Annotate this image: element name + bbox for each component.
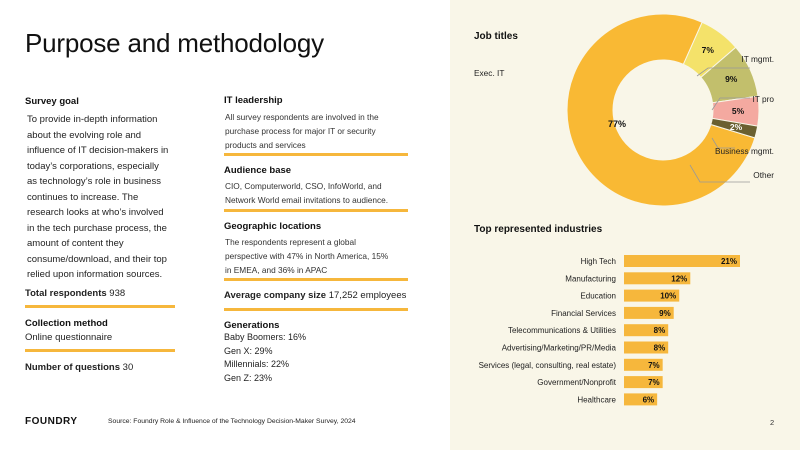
divider xyxy=(224,278,408,281)
divider xyxy=(224,308,408,311)
survey-goal-line: relied upon information sources. xyxy=(27,269,163,280)
survey-goal-line: as technology’s role in business xyxy=(27,176,161,187)
donut-category-label: Other xyxy=(753,170,774,180)
donut-category-label: IT pro xyxy=(752,94,774,104)
industry-category-label: Education xyxy=(580,291,616,301)
industry-value-label: 12% xyxy=(671,274,688,284)
survey-goal-text xyxy=(27,112,197,283)
survey-goal-line: influence of IT decision-makers in xyxy=(27,145,169,156)
audience-base-heading: Audience base xyxy=(224,165,292,176)
page-title: Purpose and methodology xyxy=(25,28,324,58)
survey-goal-heading: Survey goal xyxy=(25,96,79,107)
generations-line: Baby Boomers: 16% xyxy=(224,332,307,342)
industry-category-label: Government/Nonprofit xyxy=(537,378,616,388)
survey-goal-line: To provide in-depth information xyxy=(27,114,158,125)
source-note: Source: Foundry Role & Influence of the Technology Decision-Maker Survey, 2024 xyxy=(108,418,356,425)
number-of-questions xyxy=(25,360,133,376)
it-leadership-line: All survey respondents are involved in the xyxy=(225,112,379,122)
it-leadership-line: products and services xyxy=(225,140,306,150)
survey-goal-line: amount of content they xyxy=(27,238,124,249)
industry-category-label: Manufacturing xyxy=(565,274,616,284)
donut-category-label: IT mgmt. xyxy=(741,54,774,64)
it-leadership-heading: IT leadership xyxy=(224,95,283,106)
it-leadership-line: purchase process for major IT or security xyxy=(225,126,376,136)
industry-value-label: 8% xyxy=(653,326,666,336)
collection-method-heading: Collection method xyxy=(25,318,108,329)
survey-goal-line: in the tech purchase process, the xyxy=(27,222,167,234)
job-titles-chart-title: Job titles xyxy=(474,31,518,42)
average-company-size-label: Average company size xyxy=(224,290,327,301)
divider xyxy=(25,305,175,308)
collection-method-value: Online questionnaire xyxy=(25,332,113,343)
average-company-size xyxy=(224,288,406,304)
donut-category-label: Business mgmt. xyxy=(714,146,774,156)
survey-goal-line: research looks at who’s involved xyxy=(27,207,164,218)
industry-category-label: Healthcare xyxy=(577,395,616,405)
geographic-locations-text xyxy=(225,235,415,277)
donut-value-label: 5% xyxy=(731,105,745,116)
survey-goal-line: continues to increase. The xyxy=(27,191,139,203)
divider xyxy=(25,349,175,352)
audience-base-text xyxy=(225,179,415,207)
geographic-locations-heading: Geographic locations xyxy=(224,221,322,232)
page-number: 2 xyxy=(770,418,775,427)
industry-category-label: Advertising/Marketing/PR/Media xyxy=(501,343,616,353)
industry-value-label: 6% xyxy=(642,395,655,405)
total-respondents xyxy=(25,286,125,302)
industry-category-label: Telecommunications & Utilities xyxy=(507,326,616,336)
industry-value-label: 9% xyxy=(659,308,671,318)
donut-value-label: 2% xyxy=(729,122,743,133)
audience-base-line: Network World email invitations to audience. xyxy=(225,195,389,205)
divider xyxy=(224,209,408,212)
generations-line: Gen Z: 23% xyxy=(224,372,273,383)
survey-goal-line: consume/download, and their top xyxy=(27,253,167,265)
industry-value-label: 21% xyxy=(720,257,737,266)
industry-value-label: 8% xyxy=(653,343,666,353)
number-of-questions-label: Number of questions xyxy=(25,362,121,373)
geographic-locations-line: The respondents represent a global xyxy=(225,237,356,247)
donut-value-label: 77% xyxy=(607,119,627,129)
number-of-questions-value: 30 xyxy=(122,362,134,373)
industry-value-label: 10% xyxy=(660,291,677,301)
generations-line: Millennials: 22% xyxy=(224,359,290,369)
donut-category-label: Exec. IT xyxy=(474,68,505,78)
average-company-size-value: 17,252 employees xyxy=(328,290,407,301)
industry-category-label: Financial Services xyxy=(551,308,616,318)
donut-value-label: 9% xyxy=(725,73,738,84)
industry-value-label: 7% xyxy=(648,360,660,370)
divider xyxy=(224,153,408,156)
generations-text xyxy=(224,331,414,385)
survey-goal-line: about the evolving role and xyxy=(27,129,142,141)
geographic-locations-line: in EMEA, and 36% in APAC xyxy=(225,265,328,275)
total-respondents-value: 938 xyxy=(109,288,126,299)
industries-bar-chart xyxy=(450,245,800,425)
job-titles-donut-chart xyxy=(450,0,800,230)
foundry-logo: FOUNDRY xyxy=(25,416,78,427)
industry-category-label: Services (legal, consulting, real estate) xyxy=(478,360,616,370)
generations-heading: Generations xyxy=(224,320,280,331)
survey-goal-line: today’s corporations, especially xyxy=(27,160,159,172)
total-respondents-label: Total respondents xyxy=(25,288,107,299)
industries-chart-title: Top represented industries xyxy=(474,224,603,235)
geographic-locations-line: perspective with 47% in North America, 15% xyxy=(225,251,389,261)
it-leadership-text xyxy=(225,110,415,152)
generations-line: Gen X: 29% xyxy=(224,345,273,356)
industry-value-label: 7% xyxy=(648,378,660,388)
audience-base-line: CIO, Computerworld, CSO, InfoWorld, and xyxy=(225,181,382,191)
industry-category-label: High Tech xyxy=(580,257,616,266)
donut-value-label: 7% xyxy=(701,44,714,55)
